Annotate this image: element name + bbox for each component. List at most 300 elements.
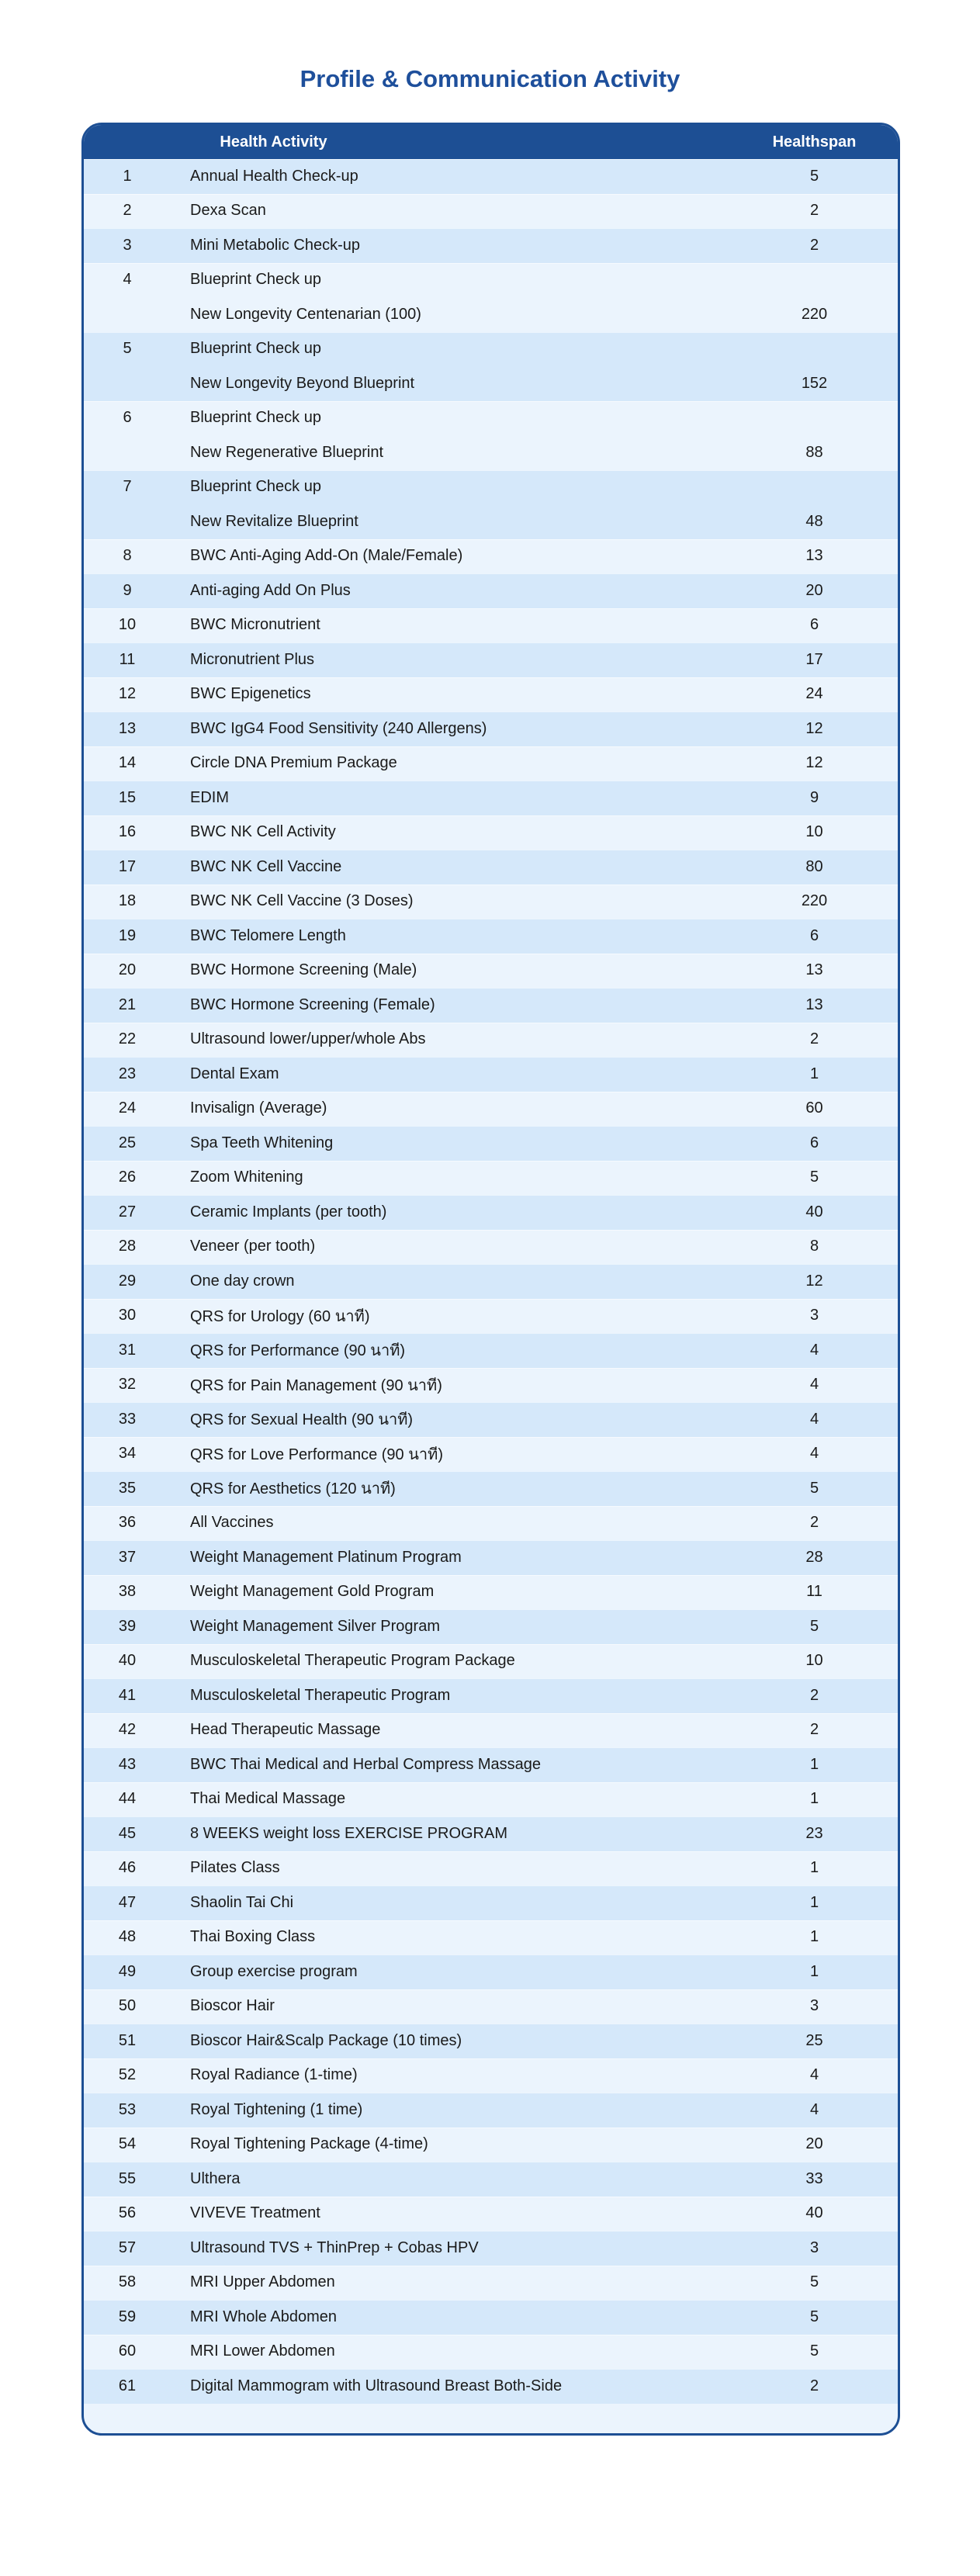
activity-name: Spa Teeth Whitening bbox=[190, 1134, 334, 1151]
healthspan-value: 60 bbox=[805, 1099, 823, 1117]
activity-name: Thai Medical Massage bbox=[190, 1790, 346, 1808]
healthspan-value: 25 bbox=[805, 2031, 823, 2049]
activity-name: Weight Management Platinum Program bbox=[190, 1548, 462, 1566]
table-row-line bbox=[84, 435, 898, 470]
table-row bbox=[84, 885, 898, 919]
activity-name: MRI Whole Abdomen bbox=[190, 2308, 337, 2325]
table-row-line bbox=[84, 2197, 898, 2231]
activity-name: Shaolin Tai Chi bbox=[190, 1893, 294, 1911]
table-row-line bbox=[84, 1678, 898, 1713]
healthspan-value: 1 bbox=[809, 1755, 819, 1773]
row-number: 45 bbox=[118, 1824, 137, 1842]
table-row-line bbox=[84, 2231, 898, 2266]
table-row-line bbox=[84, 1333, 898, 1368]
activity-name: Group exercise program bbox=[190, 1962, 358, 1980]
table-row bbox=[84, 470, 898, 539]
healthspan-value: 5 bbox=[809, 1169, 819, 1186]
table-row bbox=[84, 401, 898, 470]
table-row bbox=[84, 1057, 898, 1092]
healthspan-value: 5 bbox=[809, 1479, 819, 1497]
table-row-line bbox=[84, 228, 898, 263]
row-number: 15 bbox=[118, 788, 137, 806]
activity-name: Circle DNA Premium Package bbox=[190, 754, 397, 772]
row-number: 55 bbox=[118, 2169, 137, 2187]
row-number: 60 bbox=[118, 2342, 137, 2360]
table-row-line bbox=[84, 642, 898, 677]
activity-name: MRI Lower Abdomen bbox=[190, 2342, 335, 2360]
table-row bbox=[84, 159, 898, 194]
healthspan-value: 1 bbox=[809, 1859, 819, 1877]
row-number: 3 bbox=[123, 236, 132, 254]
activity-name: Thai Boxing Class bbox=[190, 1928, 316, 1946]
activity-name: Invisalign (Average) bbox=[190, 1099, 327, 1117]
activity-name: BWC NK Cell Vaccine bbox=[190, 857, 342, 875]
row-number: 40 bbox=[118, 1652, 137, 1670]
table-row-line bbox=[84, 1816, 898, 1851]
table-row bbox=[84, 1368, 898, 1403]
table-row-line bbox=[84, 1126, 898, 1161]
table-row bbox=[84, 919, 898, 954]
row-number: 26 bbox=[118, 1169, 137, 1186]
healthspan-value: 2 bbox=[809, 236, 819, 254]
activity-name: New Longevity Centenarian (100) bbox=[190, 305, 421, 323]
healthspan-value: 20 bbox=[805, 581, 823, 599]
row-number: 41 bbox=[118, 1686, 137, 1704]
table-row bbox=[84, 712, 898, 746]
table-row bbox=[84, 1299, 898, 1334]
table-row-line bbox=[84, 1161, 898, 1196]
table-row bbox=[84, 1540, 898, 1575]
row-number: 6 bbox=[123, 409, 132, 427]
row-number: 27 bbox=[118, 1203, 137, 1220]
activity-name: BWC Telomere Length bbox=[190, 926, 346, 944]
table-row-line bbox=[84, 2058, 898, 2093]
healthspan-value: 1 bbox=[809, 1065, 819, 1082]
healthspan-value: 17 bbox=[805, 650, 823, 668]
healthspan-value: 12 bbox=[805, 754, 823, 772]
healthspan-value: 5 bbox=[809, 2273, 819, 2291]
row-number: 20 bbox=[118, 961, 137, 979]
healthspan-value: 6 bbox=[809, 926, 819, 944]
activity-name: QRS for Urology (60 นาที) bbox=[190, 1307, 370, 1325]
table-row bbox=[84, 1195, 898, 1230]
table-row bbox=[84, 677, 898, 712]
table-row-line bbox=[84, 504, 898, 539]
row-number: 44 bbox=[118, 1790, 137, 1808]
row-number: 58 bbox=[118, 2273, 137, 2291]
table-row-line bbox=[84, 2162, 898, 2197]
healthspan-value: 220 bbox=[801, 892, 828, 910]
table-row bbox=[84, 1851, 898, 1886]
table-row-line bbox=[84, 1057, 898, 1092]
healthspan-value: 10 bbox=[805, 1652, 823, 1670]
table-body bbox=[84, 159, 898, 2404]
table-row bbox=[84, 1644, 898, 1679]
activity-name: All Vaccines bbox=[190, 1514, 274, 1532]
table-row-line bbox=[84, 1885, 898, 1920]
row-number: 51 bbox=[118, 2031, 137, 2049]
activity-name: Head Therapeutic Massage bbox=[190, 1721, 381, 1739]
table-row bbox=[84, 1955, 898, 1989]
table-row-line bbox=[84, 1747, 898, 1782]
activity-name: Blueprint Check up bbox=[190, 271, 321, 289]
row-number: 22 bbox=[118, 1030, 137, 1048]
healthspan-value: 3 bbox=[809, 2238, 819, 2256]
activity-name: Blueprint Check up bbox=[190, 409, 321, 427]
table-row-line bbox=[84, 2093, 898, 2128]
table-row bbox=[84, 1747, 898, 1782]
activity-name: Ultrasound lower/upper/whole Abs bbox=[190, 1030, 426, 1048]
activity-name: 8 WEEKS weight loss EXERCISE PROGRAM bbox=[190, 1824, 508, 1842]
table-row bbox=[84, 2058, 898, 2093]
activity-name: New Regenerative Blueprint bbox=[190, 443, 384, 461]
healthspan-value: 9 bbox=[809, 788, 819, 806]
activity-name: QRS for Pain Management (90 นาที) bbox=[190, 1376, 442, 1394]
row-number: 33 bbox=[118, 1410, 137, 1428]
row-number: 31 bbox=[118, 1341, 137, 1359]
table-row bbox=[84, 1920, 898, 1955]
table-row-line bbox=[84, 573, 898, 608]
activity-name: QRS for Performance (90 นาที) bbox=[190, 1342, 406, 1360]
activity-name: Royal Radiance (1-time) bbox=[190, 2066, 358, 2084]
activity-name: Annual Health Check-up bbox=[190, 167, 358, 185]
healthspan-value: 2 bbox=[809, 1721, 819, 1739]
table-row-line bbox=[84, 1368, 898, 1403]
row-number: 42 bbox=[118, 1721, 137, 1739]
table-row bbox=[84, 1713, 898, 1748]
table-row bbox=[84, 850, 898, 885]
table-row-line bbox=[84, 746, 898, 781]
table-row bbox=[84, 1092, 898, 1127]
healthspan-value: 2 bbox=[809, 2377, 819, 2394]
table-row bbox=[84, 1161, 898, 1196]
table-header-row bbox=[84, 125, 898, 159]
table-row bbox=[84, 2128, 898, 2162]
table-row-line bbox=[84, 781, 898, 815]
healthspan-value: 2 bbox=[809, 1514, 819, 1532]
healthspan-value: 2 bbox=[809, 1686, 819, 1704]
row-number: 23 bbox=[118, 1065, 137, 1082]
healthspan-value: 1 bbox=[809, 1790, 819, 1808]
table-row-line bbox=[84, 1575, 898, 1610]
table-row bbox=[84, 781, 898, 815]
row-number: 30 bbox=[118, 1307, 137, 1324]
table-row-line bbox=[84, 263, 898, 298]
table-row bbox=[84, 1575, 898, 1610]
activity-name: Ultrasound TVS + ThinPrep + Cobas HPV bbox=[190, 2238, 479, 2256]
table-row bbox=[84, 539, 898, 574]
header-activity-cell bbox=[171, 133, 731, 151]
activity-name: Dexa Scan bbox=[190, 202, 266, 220]
table-row bbox=[84, 1506, 898, 1541]
row-number: 14 bbox=[118, 754, 137, 772]
healthspan-value: 13 bbox=[805, 961, 823, 979]
table-row bbox=[84, 1023, 898, 1058]
activity-name: Royal Tightening (1 time) bbox=[190, 2100, 363, 2118]
activity-name: Anti-aging Add On Plus bbox=[190, 581, 351, 599]
table-row-line bbox=[84, 885, 898, 919]
healthspan-value: 28 bbox=[805, 1548, 823, 1566]
activity-name: Blueprint Check up bbox=[190, 478, 321, 496]
table-row bbox=[84, 332, 898, 401]
table-row bbox=[84, 988, 898, 1023]
table-bottom-padding bbox=[84, 2404, 898, 2433]
table-row bbox=[84, 1471, 898, 1506]
table-row bbox=[84, 2266, 898, 2301]
activity-name: MRI Upper Abdomen bbox=[190, 2273, 335, 2291]
activity-name: QRS for Sexual Health (90 นาที) bbox=[190, 1411, 414, 1429]
healthspan-value: 1 bbox=[809, 1928, 819, 1946]
healthspan-value: 12 bbox=[805, 1272, 823, 1290]
activity-name: One day crown bbox=[190, 1272, 295, 1290]
row-number: 8 bbox=[123, 547, 132, 565]
healthspan-value: 6 bbox=[809, 616, 819, 634]
table-row-line bbox=[84, 194, 898, 229]
healthspan-value: 6 bbox=[809, 1134, 819, 1151]
activity-name: Ulthera bbox=[190, 2169, 241, 2187]
healthspan-value: 8 bbox=[809, 1238, 819, 1255]
activity-name: Bioscor Hair&Scalp Package (10 times) bbox=[190, 2031, 462, 2049]
row-number: 16 bbox=[118, 823, 137, 841]
activity-name: Micronutrient Plus bbox=[190, 650, 315, 668]
row-number: 38 bbox=[118, 1583, 137, 1601]
healthspan-value: 4 bbox=[809, 1376, 819, 1394]
healthspan-value: 2 bbox=[809, 1030, 819, 1048]
activity-name: Veneer (per tooth) bbox=[190, 1238, 316, 1255]
activity-name: Royal Tightening Package (4-time) bbox=[190, 2135, 428, 2153]
table-row-line bbox=[84, 2024, 898, 2058]
healthspan-value: 1 bbox=[809, 1962, 819, 1980]
activity-name: Digital Mammogram with Ultrasound Breast Both-Side bbox=[190, 2377, 563, 2394]
table-row-line bbox=[84, 2335, 898, 2370]
healthspan-value: 3 bbox=[809, 1997, 819, 2015]
healthspan-value: 1 bbox=[809, 1893, 819, 1911]
health-activity-table bbox=[81, 123, 900, 2436]
activity-name: QRS for Love Performance (90 นาที) bbox=[190, 1446, 443, 1463]
column-header-health-activity: Health Activity bbox=[220, 133, 327, 151]
activity-name: New Revitalize Blueprint bbox=[190, 512, 358, 530]
healthspan-value: 48 bbox=[805, 512, 823, 530]
activity-name: Blueprint Check up bbox=[190, 340, 321, 358]
table-row bbox=[84, 2300, 898, 2335]
activity-name: BWC NK Cell Vaccine (3 Doses) bbox=[190, 892, 414, 910]
row-number: 2 bbox=[123, 202, 132, 220]
activity-name: Weight Management Silver Program bbox=[190, 1617, 440, 1635]
healthspan-value: 4 bbox=[809, 1410, 819, 1428]
row-number: 4 bbox=[123, 271, 132, 289]
row-number: 34 bbox=[118, 1445, 137, 1463]
activity-name: Weight Management Gold Program bbox=[190, 1583, 435, 1601]
table-row-line bbox=[84, 1989, 898, 2024]
table-row-line bbox=[84, 1230, 898, 1265]
activity-name: VIVEVE Treatment bbox=[190, 2204, 320, 2222]
activity-name: BWC NK Cell Activity bbox=[190, 823, 336, 841]
row-number: 12 bbox=[118, 685, 137, 703]
activity-name: BWC Anti-Aging Add-On (Male/Female) bbox=[190, 547, 463, 565]
table-row-line bbox=[84, 1782, 898, 1817]
table-row-line bbox=[84, 677, 898, 712]
activity-name: BWC IgG4 Food Sensitivity (240 Allergens) bbox=[190, 719, 487, 737]
table-row bbox=[84, 1437, 898, 1472]
activity-name: Zoom Whitening bbox=[190, 1169, 303, 1186]
table-row bbox=[84, 642, 898, 677]
table-row-line bbox=[84, 332, 898, 367]
table-row bbox=[84, 2093, 898, 2128]
activity-name: New Longevity Beyond Blueprint bbox=[190, 374, 415, 392]
table-row bbox=[84, 954, 898, 989]
healthspan-value: 4 bbox=[809, 1341, 819, 1359]
healthspan-value: 40 bbox=[805, 2204, 823, 2222]
table-row bbox=[84, 2162, 898, 2197]
row-number: 28 bbox=[118, 1238, 137, 1255]
row-number: 32 bbox=[118, 1376, 137, 1394]
table-row bbox=[84, 1816, 898, 1851]
table-row-line bbox=[84, 988, 898, 1023]
table-row bbox=[84, 2197, 898, 2231]
table-row bbox=[84, 573, 898, 608]
table-row bbox=[84, 263, 898, 332]
activity-name: Ceramic Implants (per tooth) bbox=[190, 1203, 387, 1220]
healthspan-value: 220 bbox=[801, 305, 828, 323]
healthspan-value: 10 bbox=[805, 823, 823, 841]
row-number: 46 bbox=[118, 1859, 137, 1877]
table-row bbox=[84, 815, 898, 850]
healthspan-value: 2 bbox=[809, 202, 819, 220]
row-number: 47 bbox=[118, 1893, 137, 1911]
row-number: 7 bbox=[123, 478, 132, 496]
row-number: 48 bbox=[118, 1928, 137, 1946]
table-row-line bbox=[84, 1195, 898, 1230]
healthspan-value: 152 bbox=[801, 374, 828, 392]
table-row-line bbox=[84, 850, 898, 885]
table-row-line bbox=[84, 1506, 898, 1541]
healthspan-value: 11 bbox=[806, 1583, 822, 1601]
table-row-line bbox=[84, 608, 898, 643]
healthspan-value: 4 bbox=[809, 2066, 819, 2084]
row-number: 18 bbox=[118, 892, 137, 910]
row-number: 29 bbox=[118, 1272, 137, 1290]
table-row bbox=[84, 1230, 898, 1265]
table-row-line bbox=[84, 1540, 898, 1575]
row-number: 21 bbox=[118, 995, 137, 1013]
healthspan-value: 13 bbox=[805, 995, 823, 1013]
table-row bbox=[84, 2369, 898, 2404]
table-row-line bbox=[84, 1713, 898, 1748]
table-row-line bbox=[84, 2300, 898, 2335]
header-healthspan-cell bbox=[731, 133, 898, 151]
row-number: 1 bbox=[123, 167, 132, 185]
table-row bbox=[84, 1402, 898, 1437]
activity-name: BWC Hormone Screening (Male) bbox=[190, 961, 417, 979]
activity-name: BWC Micronutrient bbox=[190, 616, 320, 634]
table-row-line bbox=[84, 2369, 898, 2404]
healthspan-value: 4 bbox=[809, 1445, 819, 1463]
table-row-line bbox=[84, 954, 898, 989]
healthspan-value: 5 bbox=[809, 1617, 819, 1635]
row-number: 13 bbox=[118, 719, 137, 737]
table-row bbox=[84, 194, 898, 229]
table-row-line bbox=[84, 1609, 898, 1644]
healthspan-value: 5 bbox=[809, 2342, 819, 2360]
table-row-line bbox=[84, 297, 898, 332]
table-row-line bbox=[84, 1851, 898, 1886]
table-row-line bbox=[84, 470, 898, 505]
table-row-line bbox=[84, 1092, 898, 1127]
activity-name: BWC Hormone Screening (Female) bbox=[190, 995, 435, 1013]
activity-name: BWC Thai Medical and Herbal Compress Massage bbox=[190, 1755, 542, 1773]
table-row-line bbox=[84, 1299, 898, 1334]
table-row-line bbox=[84, 1023, 898, 1058]
row-number: 37 bbox=[118, 1548, 137, 1566]
activity-name: Dental Exam bbox=[190, 1065, 279, 1082]
row-number: 25 bbox=[118, 1134, 137, 1151]
table-row-line bbox=[84, 2128, 898, 2162]
healthspan-value: 3 bbox=[809, 1307, 819, 1324]
row-number: 61 bbox=[118, 2377, 137, 2394]
table-row-line bbox=[84, 1644, 898, 1679]
row-number: 56 bbox=[118, 2204, 137, 2222]
table-row-line bbox=[84, 815, 898, 850]
table-row-line bbox=[84, 712, 898, 746]
row-number: 5 bbox=[123, 340, 132, 358]
healthspan-value: 5 bbox=[809, 167, 819, 185]
table-row-line bbox=[84, 401, 898, 436]
healthspan-value: 40 bbox=[805, 1203, 823, 1220]
table-row-line bbox=[84, 919, 898, 954]
row-number: 36 bbox=[118, 1514, 137, 1532]
table-row-line bbox=[84, 1402, 898, 1437]
row-number: 10 bbox=[118, 616, 137, 634]
activity-name: Musculoskeletal Therapeutic Program Package bbox=[190, 1652, 515, 1670]
table-row-line bbox=[84, 159, 898, 194]
row-number: 24 bbox=[118, 1099, 137, 1117]
table-row-line bbox=[84, 1920, 898, 1955]
table-row bbox=[84, 2231, 898, 2266]
healthspan-value: 80 bbox=[805, 857, 823, 875]
activity-name: Musculoskeletal Therapeutic Program bbox=[190, 1686, 451, 1704]
healthspan-value: 20 bbox=[805, 2135, 823, 2153]
table-row bbox=[84, 1678, 898, 1713]
row-number: 57 bbox=[118, 2238, 137, 2256]
table-row-line bbox=[84, 1437, 898, 1472]
table-row-line bbox=[84, 1955, 898, 1989]
row-number: 11 bbox=[119, 650, 136, 668]
page-title: Profile & Communication Activity bbox=[300, 65, 680, 92]
table-row bbox=[84, 2024, 898, 2058]
row-number: 9 bbox=[123, 581, 132, 599]
activity-name: BWC Epigenetics bbox=[190, 685, 311, 703]
row-number: 52 bbox=[118, 2066, 137, 2084]
table-row bbox=[84, 1609, 898, 1644]
healthspan-value: 5 bbox=[809, 2308, 819, 2325]
row-number: 59 bbox=[118, 2308, 137, 2325]
table-row bbox=[84, 1885, 898, 1920]
healthspan-value: 23 bbox=[805, 1824, 823, 1842]
row-number: 35 bbox=[118, 1479, 137, 1497]
activity-name: Pilates Class bbox=[190, 1859, 280, 1877]
table-row bbox=[84, 1264, 898, 1299]
healthspan-value: 12 bbox=[805, 719, 823, 737]
healthspan-value: 88 bbox=[805, 443, 823, 461]
table-row-line bbox=[84, 366, 898, 401]
activity-name: Bioscor Hair bbox=[190, 1997, 275, 2015]
table-row bbox=[84, 2335, 898, 2370]
table-row bbox=[84, 228, 898, 263]
row-number: 43 bbox=[118, 1755, 137, 1773]
row-number: 39 bbox=[118, 1617, 137, 1635]
activity-name: Mini Metabolic Check-up bbox=[190, 236, 360, 254]
row-number: 17 bbox=[118, 857, 137, 875]
